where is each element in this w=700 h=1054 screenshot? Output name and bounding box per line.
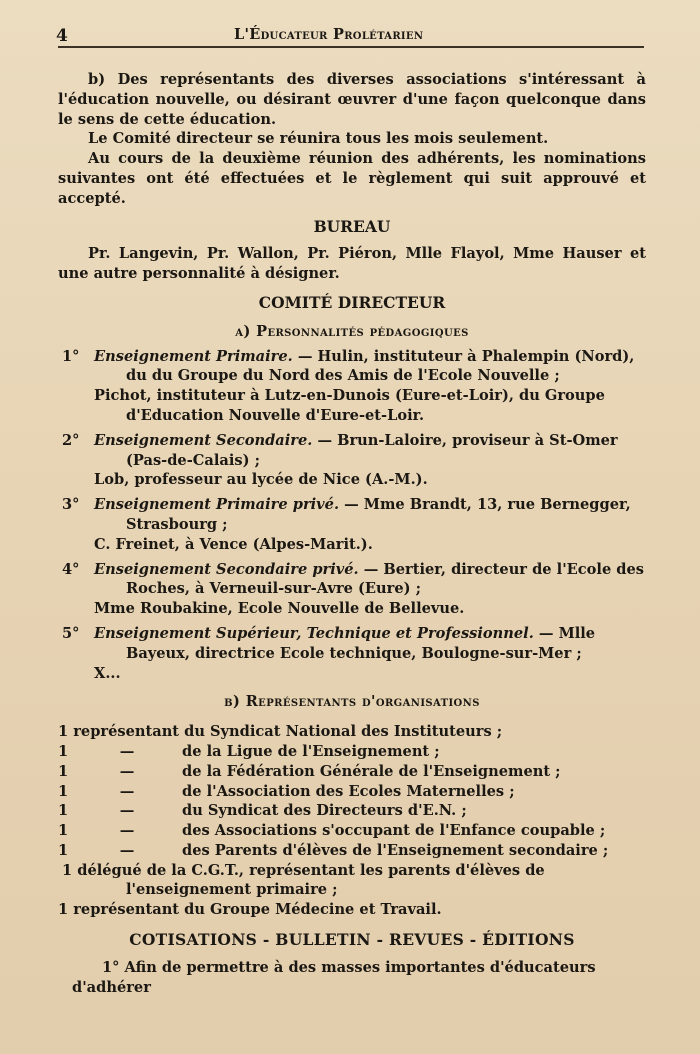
item-entry: [94, 431, 646, 471]
org-ditto-dash: —: [119, 762, 135, 780]
item-entry: [94, 560, 646, 600]
org-count: 1: [58, 802, 69, 820]
personnalite-item: [58, 347, 646, 426]
org-name: des Parents d'élèves de l'Enseignement secondaire ;: [182, 841, 609, 859]
org-row: [58, 762, 646, 782]
org-count: 1: [58, 762, 69, 780]
item-entry: [94, 495, 646, 535]
org-ditto-dash: —: [119, 802, 135, 820]
item-second-entry: Mme Roubakine, Ecole Nouvelle de Bellevue.: [94, 600, 465, 618]
item-entry: [94, 347, 646, 387]
org-name: de l'Association des Ecoles Maternelles ;: [182, 782, 515, 800]
org-name: du Syndicat des Directeurs d'E.N. ;: [182, 802, 467, 820]
org-row: [58, 821, 646, 841]
org-count: 1: [58, 841, 69, 859]
org-name: de la Ligue de l'Enseignement ;: [182, 742, 440, 760]
subheading-personnalites: a) Personnalités pédagogiques: [235, 322, 469, 340]
page-header: [56, 22, 644, 44]
item-number: 2°: [62, 431, 80, 449]
item-second-entry: X...: [94, 664, 121, 682]
paragraph-reunion: Au cours de la deuxième réunion des adhérents, les nominations suivantes ont été effectuées et le règlement qui suit approuvé et accepté.: [58, 150, 646, 207]
item-names: — Bertier, directeur de l'Ecole des Roches, à Verneuil-sur-Avre (Eure) ;: [126, 560, 645, 598]
personnalite-item: [58, 431, 646, 490]
paragraph-comite: Le Comité directeur se réunira tous les mois seulement.: [88, 130, 549, 148]
personnalite-item: [58, 560, 646, 619]
item-number: 4°: [62, 560, 80, 578]
org-row: [58, 782, 646, 802]
org-ditto-dash: —: [119, 782, 135, 800]
item-names: — Mme Brandt, 13, rue Bernegger, Strasbourg ;: [126, 496, 631, 533]
item-number: 1°: [62, 347, 80, 365]
personnalite-item: [58, 495, 646, 554]
item-category: Enseignement Primaire.: [94, 347, 293, 365]
org-row: [58, 742, 646, 762]
subheading-representants: b) Représentants d'organisations: [224, 693, 480, 711]
item-entry: [94, 624, 646, 664]
org-count: 1: [58, 782, 69, 800]
personnalite-item: [58, 624, 646, 683]
org-ditto-dash: —: [119, 742, 135, 760]
item-number: 5°: [62, 624, 80, 642]
org-count: 1: [58, 822, 69, 840]
item-names: — Brun-Laloire, proviseur à St-Omer (Pas-de-Calais) ;: [126, 431, 618, 469]
heading-bureau: BUREAU: [313, 216, 391, 236]
delegue-cgt: 1 délégué de la C.G.T., représentant les parents d'élèves de l'enseignement primaire ;: [62, 861, 545, 899]
paragraph-b: b) Des représentants des diverses associations s'intéressant à l'éducation nouvelle, ou désirant œuvrer d'une façon quelconque dans le sens de cette éducation.: [58, 71, 646, 128]
header-rule: [58, 46, 644, 48]
page-number: 4: [56, 26, 68, 46]
org-ditto-dash: —: [119, 841, 135, 859]
item-category: Enseignement Primaire privé.: [94, 496, 340, 514]
groupe-medecine: 1 représentant du Groupe Médecine et Travail.: [58, 901, 442, 919]
item-number: 3°: [62, 496, 80, 514]
org-ditto-dash: —: [119, 822, 135, 840]
running-title: L'Éducateur Prolétarien: [234, 26, 424, 43]
heading-cotisations: COTISATIONS - BULLETIN - REVUES - ÉDITIONS: [129, 930, 575, 950]
org-first: 1 représentant du Syndicat National des Instituteurs ;: [58, 723, 503, 741]
org-count: 1: [58, 742, 69, 760]
bureau-members: Pr. Langevin, Pr. Wallon, Pr. Piéron, Mlle Flayol, Mme Hauser et une autre personnalité à désigner.: [58, 245, 646, 283]
org-row: [58, 801, 646, 821]
cotisations-first-line: 1° Afin de permettre à des masses importantes d'éducateurs d'adhérer: [72, 958, 596, 996]
item-category: Enseignement Secondaire.: [94, 431, 313, 449]
item-category: Enseignement Secondaire privé.: [94, 560, 359, 578]
organisations-list: [58, 742, 646, 861]
item-names: — Hulin, instituteur à Phalempin (Nord), du du Groupe du Nord des Amis de l'Ecole Nouvelle ;: [126, 347, 635, 385]
heading-comite-directeur: COMITÉ DIRECTEUR: [258, 292, 446, 312]
item-second-entry: C. Freinet, à Vence (Alpes-Marit.).: [94, 535, 373, 553]
personnalites-list: [58, 347, 646, 684]
item-second-entry: Lob, professeur au lycée de Nice (A.-M.).: [94, 471, 428, 489]
item-second-entry: Pichot, instituteur à Lutz-en-Dunois (Eure-et-Loir), du Groupe d'Education Nouvelle d'Eure-et-Loir.: [94, 387, 605, 424]
org-name: des Associations s'occupant de l'Enfance coupable ;: [182, 822, 606, 840]
item-names: — Mlle Bayeux, directrice Ecole technique, Boulogne-sur-Mer ;: [126, 624, 596, 662]
item-category: Enseignement Supérieur, Technique et Professionnel.: [94, 624, 534, 642]
org-row: [58, 841, 646, 861]
org-name: de la Fédération Générale de l'Enseignement ;: [182, 762, 561, 780]
page-content: [58, 70, 646, 997]
